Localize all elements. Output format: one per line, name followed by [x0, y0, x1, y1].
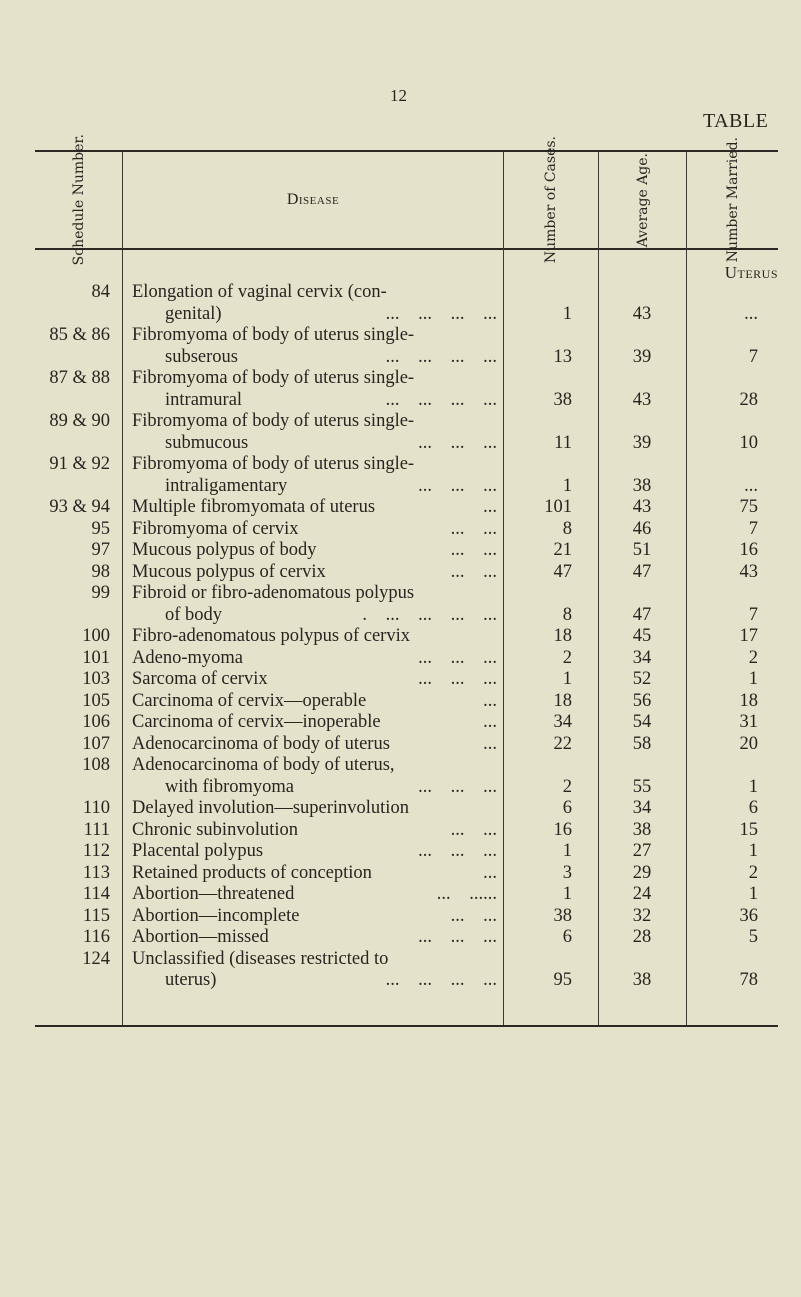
schedule-number: 93 & 94	[49, 497, 110, 517]
schedule-number: 115	[82, 905, 110, 926]
dot-leader: ... ... ...	[418, 669, 497, 689]
table-row	[35, 411, 778, 454]
disease-text: Fibroid or fibro-adenomatous polypus	[132, 583, 415, 603]
dot-leader: ... ... ... ...	[385, 970, 497, 990]
disease-cell	[122, 540, 503, 562]
number-married: 2	[748, 862, 758, 883]
disease-line	[132, 605, 497, 627]
disease-line	[132, 454, 497, 476]
disease-text: uterus)	[165, 970, 217, 990]
schedule-number: 98	[91, 561, 110, 582]
average-age: 55	[632, 776, 652, 797]
schedule-number: 124	[82, 948, 110, 969]
header-age-label: Average Age.	[634, 152, 651, 248]
number-of-cases: 8	[562, 518, 572, 539]
average-age: 38	[632, 475, 652, 496]
disease-line	[132, 540, 497, 562]
disease-line	[132, 497, 497, 519]
number-married: 15	[739, 819, 758, 840]
number-married: 20	[739, 733, 758, 754]
schedule-number: 97	[91, 540, 110, 560]
table-body	[35, 282, 778, 992]
disease-line	[132, 519, 497, 541]
number-of-cases: 95	[553, 970, 572, 990]
average-age: 39	[632, 432, 652, 453]
disease-line	[132, 927, 497, 949]
table-row	[35, 669, 778, 691]
number-married: 17	[739, 626, 758, 646]
header-disease	[123, 152, 503, 248]
number-married: 16	[739, 540, 758, 560]
number-of-cases: 1	[562, 884, 572, 904]
dot-leader: ... ... ...	[418, 927, 497, 947]
disease-cell	[122, 411, 503, 454]
table-row	[35, 368, 778, 411]
number-of-cases: 3	[562, 862, 572, 883]
disease-text: intramural	[165, 389, 243, 410]
disease-cell	[122, 820, 503, 842]
schedule-number: 95	[91, 518, 110, 539]
page-number: 12	[390, 86, 407, 105]
schedule-number: 101	[82, 647, 110, 668]
dot-leader: ...	[483, 690, 497, 711]
disease-cell	[122, 519, 503, 541]
schedule-number: 85 & 86	[49, 325, 110, 345]
disease-text: Mucous polypus of body	[132, 540, 317, 560]
disease-cell	[122, 949, 503, 992]
number-of-cases: 18	[553, 626, 572, 646]
disease-cell	[122, 691, 503, 713]
disease-line	[132, 476, 497, 498]
disease-text: Sarcoma of cervix	[132, 669, 268, 689]
disease-line	[132, 949, 497, 971]
disease-text: Fibromyoma of cervix	[132, 518, 299, 539]
disease-line	[132, 841, 497, 863]
table-row	[35, 691, 778, 713]
number-married: 2	[748, 647, 758, 668]
dot-leader: ... ...	[450, 518, 497, 539]
table-row	[35, 562, 778, 584]
average-age: 38	[632, 970, 652, 990]
number-of-cases: 22	[553, 733, 572, 754]
table-row	[35, 454, 778, 497]
disease-cell	[122, 325, 503, 368]
disease-text: Retained products of conception	[132, 862, 372, 883]
disease-text: Abortion—threatened	[132, 884, 295, 904]
disease-line	[132, 669, 497, 691]
disease-text: with fibromyoma	[165, 776, 294, 797]
number-of-cases: 18	[553, 690, 572, 711]
disease-cell	[122, 906, 503, 928]
schedule-number: 91 & 92	[49, 454, 110, 474]
schedule-number: 103	[82, 669, 110, 689]
dot-leader: ...	[483, 733, 497, 754]
schedule-number: 108	[82, 755, 110, 775]
disease-cell	[122, 562, 503, 584]
dot-leader: ... ...	[450, 540, 497, 560]
number-of-cases: 21	[553, 540, 572, 560]
disease-text: Adenocarcinoma of body of uterus,	[132, 755, 395, 775]
disease-cell	[122, 927, 503, 949]
schedule-number: 84	[91, 282, 110, 302]
average-age: 47	[632, 561, 652, 582]
schedule-number: 106	[82, 712, 110, 732]
disease-cell	[122, 841, 503, 863]
number-married: 1	[748, 884, 758, 904]
dot-leader: ... ... ...	[418, 776, 497, 797]
disease-text: Placental polypus	[132, 841, 264, 861]
number-married: 1	[748, 776, 758, 797]
disease-line	[132, 626, 497, 648]
header-schedule-label: Schedule Number.	[70, 134, 87, 266]
disease-text: Abortion—incomplete	[132, 905, 300, 926]
number-of-cases: 2	[562, 776, 572, 797]
disease-cell	[122, 669, 503, 691]
disease-text: Fibromyoma of body of uterus single-	[132, 325, 415, 345]
number-of-cases: 38	[553, 389, 572, 410]
dot-leader: ... ...	[450, 819, 497, 840]
disease-line	[132, 777, 497, 799]
disease-text: genital)	[165, 303, 222, 324]
disease-cell	[122, 648, 503, 670]
disease-line	[132, 906, 497, 928]
number-of-cases: 16	[553, 819, 572, 840]
disease-text: Adeno-myoma	[132, 647, 243, 668]
dot-leader: ... ... ... ...	[385, 303, 497, 324]
number-of-cases: 2	[562, 647, 572, 668]
number-of-cases: 1	[562, 475, 572, 496]
schedule-number: 107	[82, 733, 110, 754]
table-row	[35, 820, 778, 842]
disease-cell	[122, 583, 503, 626]
disease-text: Elongation of vaginal cervix (con-	[132, 282, 387, 302]
disease-text: submucous	[165, 432, 249, 453]
number-of-cases: 1	[562, 669, 572, 689]
disease-line	[132, 390, 497, 412]
table-row	[35, 755, 778, 798]
average-age: 28	[632, 927, 652, 947]
number-of-cases: 1	[562, 841, 572, 861]
disease-cell	[122, 454, 503, 497]
number-of-cases: 34	[553, 712, 572, 732]
dot-leader: ...	[483, 497, 497, 517]
number-married: 18	[739, 690, 758, 711]
table-row	[35, 949, 778, 992]
disease-text: Fibro-adenomatous polypus of cervix	[132, 626, 410, 646]
table-row	[35, 282, 778, 325]
average-age: 24	[632, 884, 652, 904]
average-age: 32	[632, 905, 652, 926]
disease-cell	[122, 884, 503, 906]
schedule-number: 113	[82, 862, 110, 883]
average-age: 38	[632, 819, 652, 840]
table-row	[35, 626, 778, 648]
disease-line	[132, 863, 497, 885]
number-of-cases: 38	[553, 905, 572, 926]
number-of-cases: 47	[553, 561, 572, 582]
disease-cell	[122, 755, 503, 798]
disease-line	[132, 970, 497, 992]
schedule-number: 114	[82, 884, 110, 904]
table-row	[35, 519, 778, 541]
dot-leader: ... ......	[436, 884, 497, 904]
schedule-number: 99	[91, 583, 110, 603]
dot-leader: ... ... ...	[418, 432, 497, 453]
disease-text: Unclassified (diseases restricted to	[132, 948, 389, 969]
table-row	[35, 734, 778, 756]
number-married: 7	[748, 518, 758, 539]
schedule-number: 110	[82, 798, 110, 818]
header-number-of-cases	[504, 136, 598, 264]
average-age: 43	[632, 303, 652, 324]
average-age: 34	[632, 798, 652, 818]
dot-leader: ... ...	[450, 905, 497, 926]
number-married: 1	[748, 841, 758, 861]
number-married: 6	[748, 798, 758, 818]
table-row	[35, 648, 778, 670]
number-married: ...	[744, 303, 758, 324]
number-married: ...	[744, 475, 758, 496]
header-number-married	[687, 137, 778, 263]
disease-line	[132, 304, 497, 326]
disease-line	[132, 755, 497, 777]
number-married: 28	[739, 389, 758, 410]
average-age: 46	[632, 518, 652, 539]
average-age: 43	[632, 389, 652, 410]
disease-line	[132, 368, 497, 390]
table-row	[35, 884, 778, 906]
average-age: 56	[632, 690, 652, 711]
disease-text: intraligamentary	[165, 475, 288, 496]
disease-cell	[122, 798, 503, 820]
disease-line	[132, 433, 497, 455]
average-age: 45	[632, 626, 652, 646]
number-married: 31	[739, 712, 758, 732]
disease-text: Carcinoma of cervix—inoperable	[132, 712, 381, 732]
schedule-number: 116	[82, 927, 110, 947]
disease-line	[132, 648, 497, 670]
average-age: 27	[632, 841, 652, 861]
disease-line	[132, 583, 497, 605]
dot-leader: ... ... ...	[418, 841, 497, 861]
disease-text: Abortion—missed	[132, 927, 269, 947]
disease-cell	[122, 734, 503, 756]
disease-cell	[122, 863, 503, 885]
number-married: 10	[739, 432, 758, 453]
dot-leader: ... ... ... ...	[385, 389, 497, 410]
disease-cell	[122, 282, 503, 325]
schedule-number: 112	[82, 841, 110, 861]
number-married: 7	[748, 604, 758, 625]
average-age: 39	[632, 346, 652, 367]
schedule-number: 100	[82, 626, 110, 646]
disease-cell	[122, 368, 503, 411]
number-of-cases: 8	[562, 604, 572, 625]
table-row	[35, 906, 778, 928]
table-row	[35, 927, 778, 949]
number-married: 43	[739, 561, 758, 582]
number-married: 75	[739, 497, 758, 517]
table-bottom-rule	[35, 1025, 778, 1027]
disease-line	[132, 325, 497, 347]
schedule-number: 105	[82, 690, 110, 711]
header-average-age	[599, 152, 686, 248]
disease-text: of body	[165, 604, 223, 625]
average-age: 47	[632, 604, 652, 625]
disease-text: Fibromyoma of body of uterus single-	[132, 454, 415, 474]
average-age: 52	[632, 669, 652, 689]
schedule-number: 89 & 90	[49, 411, 110, 431]
disease-line	[132, 282, 497, 304]
header-cases-label: Number of Cases.	[543, 136, 559, 264]
table-row	[35, 325, 778, 368]
disease-line	[132, 411, 497, 433]
table-row	[35, 540, 778, 562]
schedule-number: 111	[83, 819, 110, 840]
disease-line	[132, 347, 497, 369]
number-married: 7	[748, 346, 758, 367]
table-row	[35, 863, 778, 885]
average-age: 51	[632, 540, 652, 560]
disease-line	[132, 712, 497, 734]
section-label-uterus: Uterus	[724, 263, 778, 282]
dot-leader: ... ...	[450, 561, 497, 582]
number-of-cases: 13	[553, 346, 572, 367]
disease-cell	[122, 626, 503, 648]
disease-line	[132, 734, 497, 756]
disease-text: Fibromyoma of body of uterus single-	[132, 368, 415, 388]
schedule-number: 87 & 88	[49, 368, 110, 388]
number-of-cases: 101	[544, 497, 572, 517]
number-married: 78	[739, 970, 758, 990]
number-married: 1	[748, 669, 758, 689]
disease-text: Multiple fibromyomata of uterus	[132, 497, 376, 517]
disease-line	[132, 820, 497, 842]
average-age: 29	[632, 862, 652, 883]
dot-leader: ... ... ...	[418, 475, 497, 496]
disease-cell	[122, 497, 503, 519]
header-married-label: Number Married.	[724, 137, 741, 263]
number-married: 36	[739, 905, 758, 926]
dot-leader: ...	[483, 862, 497, 883]
dot-leader: . ... ... ... ...	[362, 604, 497, 625]
number-married: 5	[748, 927, 758, 947]
average-age: 54	[632, 712, 652, 732]
disease-cell	[122, 712, 503, 734]
disease-line	[132, 691, 497, 713]
header-bottom-rule	[35, 248, 778, 250]
table-row	[35, 712, 778, 734]
dot-leader: ...	[483, 712, 497, 732]
header-disease-label: Disease	[286, 191, 340, 208]
table-row	[35, 841, 778, 863]
disease-text: Mucous polypus of cervix	[132, 561, 326, 582]
disease-text: Delayed involution—superinvolution	[132, 798, 409, 818]
disease-text: Chronic subinvolution	[132, 819, 298, 840]
disease-text: Carcinoma of cervix—operable	[132, 690, 367, 711]
disease-line	[132, 562, 497, 584]
dot-leader: ... ... ...	[418, 647, 497, 668]
average-age: 58	[632, 733, 652, 754]
disease-line	[132, 884, 497, 906]
table-row	[35, 798, 778, 820]
average-age: 43	[632, 497, 652, 517]
number-of-cases: 11	[554, 432, 572, 453]
disease-text: subserous	[165, 346, 238, 367]
table-row	[35, 583, 778, 626]
disease-text: Fibromyoma of body of uterus single-	[132, 411, 415, 431]
dot-leader: ... ... ... ...	[385, 346, 497, 367]
number-of-cases: 1	[562, 303, 572, 324]
number-of-cases: 6	[562, 927, 572, 947]
average-age: 34	[632, 647, 652, 668]
table-row	[35, 497, 778, 519]
header-schedule-number	[35, 134, 122, 266]
number-of-cases: 6	[562, 798, 572, 818]
disease-line	[132, 798, 497, 820]
disease-text: Adenocarcinoma of body of uterus	[132, 733, 390, 754]
table-title: TABLE	[703, 110, 769, 132]
